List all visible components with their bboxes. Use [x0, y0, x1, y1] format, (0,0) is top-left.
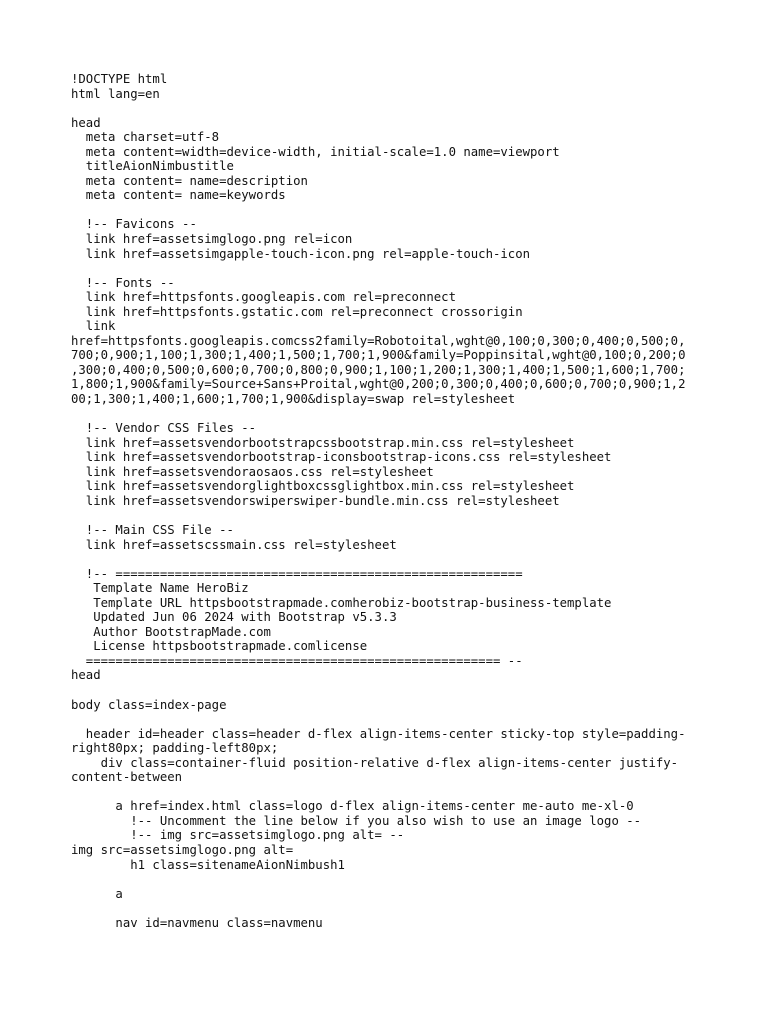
code-line: Author BootstrapMade.com	[71, 624, 271, 639]
code-line	[71, 872, 703, 887]
code-line: link href=assetsimgapple-touch-icon.png rel=apple-touch-icon	[71, 246, 531, 261]
code-line: head	[71, 115, 101, 130]
code-line: 700;0,900;1,100;1,300;1,400;1,500;1,700;1,900&family=Poppinsital,wght@0,100;0,200;0	[71, 348, 686, 363]
source-code-text	[71, 72, 703, 930]
code-line: h1 class=sitenameAionNimbush1	[71, 857, 345, 872]
code-line: head	[71, 668, 101, 683]
code-line: meta content=width=device-width, initial-scale=1.0 name=viewport	[71, 144, 560, 159]
code-line: ======================================================== --	[71, 653, 523, 668]
code-line: html lang=en	[71, 86, 160, 101]
code-line	[71, 508, 703, 523]
code-line: href=httpsfonts.googleapis.comcss2family=Robotoital,wght@0,100;0,300;0,400;0,500;0,	[71, 333, 686, 348]
code-line: link href=assetscssmain.css rel=stylesheet	[71, 537, 397, 552]
code-line: img src=assetsimglogo.png alt=	[71, 842, 294, 857]
code-line: !-- img src=assetsimglogo.png alt= --	[71, 828, 405, 843]
code-line: content-between	[71, 770, 183, 785]
code-line: link	[71, 319, 116, 334]
code-line	[71, 261, 703, 276]
code-line	[71, 683, 703, 698]
code-line: 00;1,300;1,400;1,600;1,700;1,900&display=swap rel=stylesheet	[71, 392, 516, 407]
code-line: right80px; padding-left80px;	[71, 741, 279, 756]
code-line: 1,800;1,900&family=Source+Sans+Proital,wght@0,200;0,300;0,400;0,600;0,700;0,900;1,2	[71, 377, 686, 392]
code-line: link href=assetsvendorglightboxcssglightbox.min.css rel=stylesheet	[71, 479, 575, 494]
code-line: titleAionNimbustitle	[71, 159, 234, 174]
code-line	[71, 785, 703, 800]
code-line: link href=assetsimglogo.png rel=icon	[71, 232, 353, 247]
code-line: header id=header class=header d-flex align-items-center sticky-top style=padding-	[71, 726, 686, 741]
code-line: License httpsbootstrapmade.comlicense	[71, 639, 368, 654]
code-line	[71, 552, 703, 567]
code-line: !-- =======================================================	[71, 566, 523, 581]
code-line: meta content= name=description	[71, 173, 308, 188]
code-line: !-- Uncomment the line below if you also wish to use an image logo --	[71, 813, 642, 828]
code-line: link href=httpsfonts.googleapis.com rel=preconnect	[71, 290, 456, 305]
code-line: a	[71, 886, 123, 901]
code-line	[71, 901, 703, 916]
code-line: a href=index.html class=logo d-flex align-items-center me-auto me-xl-0	[71, 799, 634, 814]
code-line	[71, 101, 703, 116]
code-line: !-- Favicons --	[71, 217, 197, 232]
code-line: !DOCTYPE html	[71, 72, 168, 86]
code-line	[71, 712, 703, 727]
code-line: link href=assetsvendoraosaos.css rel=stylesheet	[71, 464, 434, 479]
code-line: meta charset=utf-8	[71, 130, 220, 145]
code-line: ,300;0,400;0,500;0,600;0,700;0,800;0,900;1,100;1,200;1,300;1,400;1,500;1,600;1,700;	[71, 362, 686, 377]
code-line: body class=index-page	[71, 697, 227, 712]
code-line: Updated Jun 06 2024 with Bootstrap v5.3.3	[71, 610, 397, 625]
code-line: link href=httpsfonts.gstatic.com rel=preconnect crossorigin	[71, 304, 523, 319]
code-line: Template Name HeroBiz	[71, 581, 249, 596]
code-line: link href=assetsvendorbootstrap-iconsbootstrap-icons.css rel=stylesheet	[71, 450, 612, 465]
code-line: nav id=navmenu class=navmenu	[71, 915, 323, 930]
code-line	[71, 407, 703, 422]
code-line	[71, 203, 703, 218]
code-line: meta content= name=keywords	[71, 188, 286, 203]
code-line: !-- Main CSS File --	[71, 522, 234, 537]
code-line: link href=assetsvendorswiperswiper-bundle.min.css rel=stylesheet	[71, 493, 560, 508]
code-line: !-- Fonts --	[71, 275, 175, 290]
code-line: link href=assetsvendorbootstrapcssbootstrap.min.css rel=stylesheet	[71, 435, 575, 450]
code-line: !-- Vendor CSS Files --	[71, 421, 257, 436]
code-line: div class=container-fluid position-relative d-flex align-items-center justify-	[71, 755, 679, 770]
code-line: Template URL httpsbootstrapmade.comherobiz-bootstrap-business-template	[71, 595, 612, 610]
